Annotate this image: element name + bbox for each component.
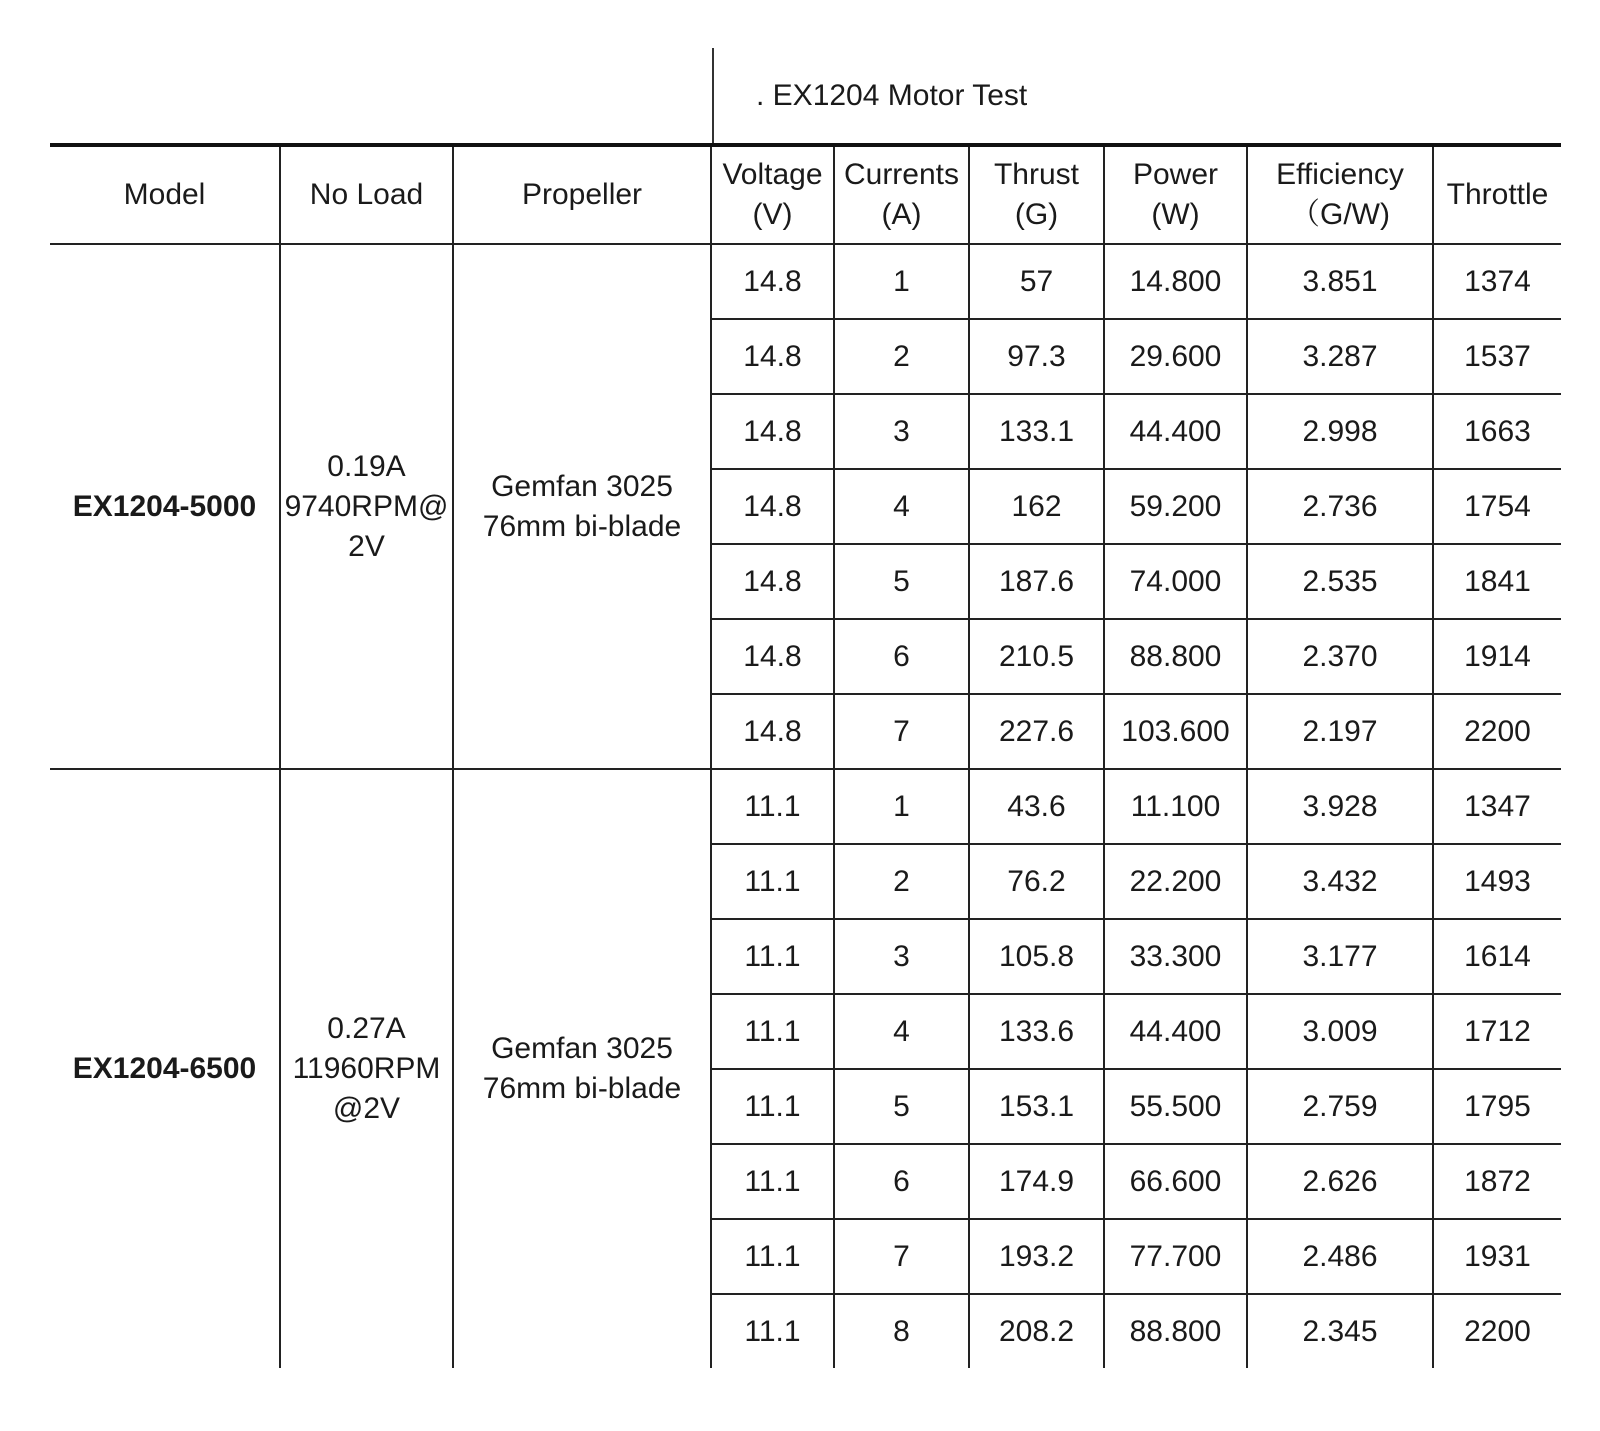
no-load-cell	[280, 769, 453, 1368]
voltage-cell: 11.1	[711, 1069, 834, 1144]
header-efficiency-unit: （G/W)	[1290, 198, 1390, 231]
thrust-cell: 133.6	[969, 994, 1104, 1069]
voltage-cell: 11.1	[711, 769, 834, 844]
header-efficiency-label: Efficiency	[1276, 158, 1404, 191]
header-efficiency	[1247, 145, 1433, 244]
voltage-cell: 14.8	[711, 469, 834, 544]
currents-cell: 2	[834, 319, 969, 394]
header-throttle: Throttle	[1433, 145, 1561, 244]
thrust-cell: 162	[969, 469, 1104, 544]
model-name: EX1204-5000	[50, 244, 280, 769]
header-currents-label: Currents	[843, 158, 960, 191]
table-title: . EX1204 Motor Test	[756, 79, 1028, 112]
power-cell: 59.200	[1104, 469, 1247, 544]
power-cell: 66.600	[1104, 1144, 1247, 1219]
power-cell: 44.400	[1104, 394, 1247, 469]
efficiency-cell: 2.197	[1247, 694, 1433, 769]
thrust-cell: 153.1	[969, 1069, 1104, 1144]
thrust-cell: 105.8	[969, 919, 1104, 994]
table-title-area	[712, 48, 1552, 144]
currents-cell: 5	[834, 544, 969, 619]
efficiency-cell: 2.345	[1247, 1294, 1433, 1368]
efficiency-cell: 3.928	[1247, 769, 1433, 844]
throttle-cell: 1614	[1433, 919, 1561, 994]
voltage-cell: 11.1	[711, 1219, 834, 1294]
thrust-cell: 76.2	[969, 844, 1104, 919]
voltage-cell: 14.8	[711, 319, 834, 394]
thrust-cell: 208.2	[969, 1294, 1104, 1368]
throttle-cell: 1347	[1433, 769, 1561, 844]
currents-cell: 4	[834, 469, 969, 544]
header-voltage	[711, 145, 834, 244]
efficiency-cell: 3.287	[1247, 319, 1433, 394]
throttle-cell: 1754	[1433, 469, 1561, 544]
propeller-cell	[453, 769, 711, 1368]
header-currents	[834, 145, 969, 244]
voltage-cell: 11.1	[711, 994, 834, 1069]
no-load-line: 2V	[348, 529, 385, 563]
title-divider	[712, 48, 714, 144]
no-load-line: 0.27A	[327, 1012, 406, 1045]
motor-test-table	[50, 143, 1561, 1368]
header-thrust-label: Thrust	[993, 158, 1080, 191]
throttle-cell: 1795	[1433, 1069, 1561, 1144]
voltage-cell: 14.8	[711, 244, 834, 319]
throttle-cell: 1537	[1433, 319, 1561, 394]
header-voltage-unit: (V)	[752, 198, 793, 231]
motor-group	[50, 769, 1561, 1368]
header-no-load: No Load	[280, 145, 453, 244]
efficiency-cell: 2.370	[1247, 619, 1433, 694]
voltage-cell: 14.8	[711, 394, 834, 469]
header-power-unit: (W)	[1151, 198, 1200, 231]
currents-cell: 6	[834, 619, 969, 694]
power-cell: 103.600	[1104, 694, 1247, 769]
efficiency-cell: 2.535	[1247, 544, 1433, 619]
voltage-cell: 11.1	[711, 844, 834, 919]
thrust-cell: 227.6	[969, 694, 1104, 769]
power-cell: 44.400	[1104, 994, 1247, 1069]
voltage-cell: 14.8	[711, 694, 834, 769]
currents-cell: 1	[834, 244, 969, 319]
currents-cell: 5	[834, 1069, 969, 1144]
propeller-line: Gemfan 3025	[491, 469, 673, 503]
table-row	[50, 244, 1561, 319]
power-cell: 88.800	[1104, 1294, 1247, 1368]
power-cell: 29.600	[1104, 319, 1247, 394]
no-load-line: 11960RPM	[292, 1052, 441, 1085]
thrust-cell: 193.2	[969, 1219, 1104, 1294]
currents-cell: 3	[834, 394, 969, 469]
voltage-cell: 11.1	[711, 1294, 834, 1368]
power-cell: 77.700	[1104, 1219, 1247, 1294]
propeller-line: 76mm bi-blade	[482, 1072, 682, 1105]
throttle-cell: 1914	[1433, 619, 1561, 694]
header-thrust-unit: (G)	[1014, 198, 1059, 231]
propeller-cell	[453, 244, 711, 769]
throttle-cell: 1931	[1433, 1219, 1561, 1294]
efficiency-cell: 2.998	[1247, 394, 1433, 469]
no-load-cell	[280, 244, 453, 769]
currents-cell: 7	[834, 694, 969, 769]
thrust-cell: 187.6	[969, 544, 1104, 619]
power-cell: 55.500	[1104, 1069, 1247, 1144]
power-cell: 88.800	[1104, 619, 1247, 694]
power-cell: 33.300	[1104, 919, 1247, 994]
model-name: EX1204-6500	[50, 769, 280, 1368]
motor-group	[50, 244, 1561, 769]
throttle-cell: 1712	[1433, 994, 1561, 1069]
throttle-cell: 1663	[1433, 394, 1561, 469]
efficiency-cell: 3.851	[1247, 244, 1433, 319]
header-thrust	[969, 145, 1104, 244]
power-cell: 22.200	[1104, 844, 1247, 919]
header-power-label: Power	[1132, 158, 1219, 191]
throttle-cell: 2200	[1433, 694, 1561, 769]
no-load-line: 0.19A	[327, 449, 406, 483]
thrust-cell: 174.9	[969, 1144, 1104, 1219]
throttle-cell: 1374	[1433, 244, 1561, 319]
power-cell: 14.800	[1104, 244, 1247, 319]
efficiency-cell: 2.759	[1247, 1069, 1433, 1144]
no-load-line: @2V	[332, 1092, 401, 1125]
efficiency-cell: 3.432	[1247, 844, 1433, 919]
propeller-line: Gemfan 3025	[491, 1032, 673, 1065]
throttle-cell: 2200	[1433, 1294, 1561, 1368]
header-voltage-label: Voltage	[722, 158, 823, 191]
thrust-cell: 43.6	[969, 769, 1104, 844]
voltage-cell: 14.8	[711, 619, 834, 694]
thrust-cell: 210.5	[969, 619, 1104, 694]
currents-cell: 1	[834, 769, 969, 844]
currents-cell: 7	[834, 1219, 969, 1294]
header-row	[50, 145, 1561, 244]
throttle-cell: 1841	[1433, 544, 1561, 619]
header-power	[1104, 145, 1247, 244]
power-cell: 11.100	[1104, 769, 1247, 844]
voltage-cell: 11.1	[711, 1144, 834, 1219]
efficiency-cell: 2.736	[1247, 469, 1433, 544]
header-propeller: Propeller	[453, 145, 711, 244]
thrust-cell: 97.3	[969, 319, 1104, 394]
thrust-cell: 133.1	[969, 394, 1104, 469]
currents-cell: 4	[834, 994, 969, 1069]
currents-cell: 2	[834, 844, 969, 919]
power-cell: 74.000	[1104, 544, 1247, 619]
efficiency-cell: 2.626	[1247, 1144, 1433, 1219]
voltage-cell: 14.8	[711, 544, 834, 619]
throttle-cell: 1872	[1433, 1144, 1561, 1219]
no-load-line: 9740RPM@	[284, 489, 449, 523]
currents-cell: 8	[834, 1294, 969, 1368]
propeller-line: 76mm bi-blade	[482, 509, 682, 543]
throttle-cell: 1493	[1433, 844, 1561, 919]
efficiency-cell: 3.177	[1247, 919, 1433, 994]
currents-cell: 3	[834, 919, 969, 994]
voltage-cell: 11.1	[711, 919, 834, 994]
header-model: Model	[50, 145, 280, 244]
header-currents-unit: (A)	[881, 198, 922, 231]
efficiency-cell: 2.486	[1247, 1219, 1433, 1294]
efficiency-cell: 3.009	[1247, 994, 1433, 1069]
currents-cell: 6	[834, 1144, 969, 1219]
table-row	[50, 769, 1561, 844]
thrust-cell: 57	[969, 244, 1104, 319]
